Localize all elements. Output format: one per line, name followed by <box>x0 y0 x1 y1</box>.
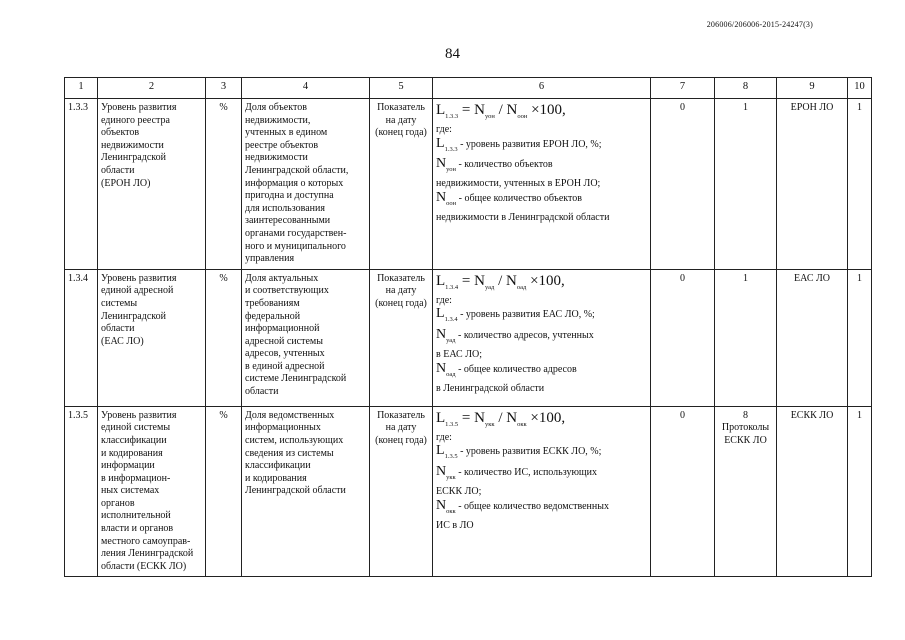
variable-description <box>436 463 647 484</box>
formula-cell <box>433 406 651 577</box>
row-number-cell: 1.3.3 <box>65 99 98 270</box>
formula-subscript: оад <box>516 283 527 291</box>
definition-cell-line: информационных <box>245 422 321 434</box>
formula-subscript: уон <box>484 113 495 120</box>
formula-divide: / <box>494 272 507 289</box>
unit-cell: % <box>206 269 242 406</box>
variable-description <box>436 360 647 381</box>
indicator-name-cell-line: единой адресной <box>101 285 174 297</box>
definition-cell-line: недвижимости, <box>245 114 311 126</box>
header-row <box>65 78 872 99</box>
indicator-type-cell-line: на дату <box>385 422 417 434</box>
indicator-name-cell-line: (ЕАС ЛО) <box>101 335 144 347</box>
indicator-type-cell-line: Показатель <box>377 102 425 113</box>
table-row <box>65 99 872 270</box>
variable-description <box>436 497 647 518</box>
formula-symbol: N <box>506 102 518 118</box>
variable-symbol <box>436 136 458 151</box>
indicator-type-cell <box>370 269 433 406</box>
definition-cell-line: Доля объектов <box>245 102 307 113</box>
variable-subscript: оон <box>446 199 457 207</box>
indicator-name-cell-line: области (ЕСКК ЛО) <box>101 560 187 572</box>
definition-cell-line: заинтересованными <box>245 215 331 227</box>
variable-symbol <box>436 327 455 342</box>
indicator-type-cell-line: на дату <box>385 285 417 297</box>
variable-subscript: 1.3.5 <box>444 453 458 461</box>
indicators-table <box>64 77 872 577</box>
indicator-type-cell-line: (конец года) <box>375 297 427 309</box>
row-number-cell: 1.3.4 <box>65 269 98 406</box>
definition-cell-line: недвижимости <box>245 152 308 164</box>
indicator-name-cell-line: недвижимости <box>101 139 164 151</box>
formula-equals: = <box>458 102 475 118</box>
definition-cell-line: информационной <box>245 323 320 335</box>
indicator-name-cell-line: органов <box>101 497 135 509</box>
definition-cell-line: ного и муниципального <box>245 240 346 252</box>
column-header: 10 <box>848 78 872 99</box>
variable-letter: N <box>436 189 447 205</box>
variable-text: - уровень развития ЕРОН ЛО, %; <box>457 138 602 150</box>
indicator-name-cell-line: Уровень развития <box>101 409 177 421</box>
indicator-name-cell-line: ных системах <box>101 485 160 497</box>
variable-symbol <box>436 443 458 461</box>
value-col8-cell <box>715 99 777 270</box>
formula-subscript: окк <box>517 420 527 428</box>
value-col10-cell: 1 <box>848 99 872 270</box>
formula <box>436 272 647 297</box>
indicator-name-cell-line: Уровень развития <box>101 272 177 284</box>
value-col8-cell-line: 8 <box>743 409 748 421</box>
definition-cell-line: и соответствующих <box>245 285 329 297</box>
column-header: 8 <box>715 78 777 99</box>
variable-text: - количество ИС, использующих <box>455 466 597 478</box>
indicator-name-cell-line: местного самоуправ- <box>101 535 191 547</box>
variable-subscript: 1.3.4 <box>444 316 458 324</box>
variable-subscript: уон <box>446 165 456 173</box>
variable-symbol <box>436 190 456 205</box>
formula-where: где: <box>436 294 452 306</box>
indicator-name-cell-line: Ленинградской <box>101 152 166 164</box>
indicator-name-cell-line: Ленинградской <box>101 310 166 322</box>
variable-subscript: укк <box>446 473 456 481</box>
definition-cell-line: требованиям <box>245 297 300 309</box>
definition-cell-line: системе Ленинградской <box>245 373 347 385</box>
formula-symbol: L <box>436 272 446 289</box>
indicator-type-cell-line: Показатель <box>377 272 425 284</box>
variable-text: - общее количество ведомственных <box>455 500 609 512</box>
column-header: 9 <box>777 78 848 99</box>
indicator-name-cell-line: исполнительной <box>101 510 171 522</box>
value-col10-cell: 1 <box>848 406 872 577</box>
formula-symbol: L <box>436 409 446 426</box>
value-col8-cell-line: Протоколы <box>721 422 770 434</box>
indicator-type-cell-line: Показатель <box>377 409 425 421</box>
value-col10-cell: 1 <box>848 269 872 406</box>
definition-cell-line: области <box>245 386 279 398</box>
formula-where: где: <box>436 431 452 443</box>
value-col8-cell-line: 1 <box>743 272 748 284</box>
formula-symbol: N <box>474 102 485 118</box>
variable-text: - уровень развития ЕАС ЛО, %; <box>457 309 595 321</box>
variable-letter: N <box>436 360 447 376</box>
indicator-name-cell <box>98 99 206 270</box>
source-system-cell: ЕРОН ЛО <box>777 99 848 270</box>
unit-cell: % <box>206 99 242 270</box>
column-header: 6 <box>433 78 651 99</box>
variable-text-continued: в ЕАС ЛО; <box>436 349 483 361</box>
definition-cell-line: систем, использующих <box>245 434 344 446</box>
formula-equals: = <box>458 409 475 426</box>
definition-cell-line: информация о которых <box>245 177 344 189</box>
indicator-name-cell-line: власти и органов <box>101 523 174 535</box>
value-col8-cell <box>715 269 777 406</box>
formula-subscript: укк <box>484 420 495 428</box>
variable-text: - уровень развития ЕСКК ЛО, %; <box>457 446 602 458</box>
variable-text-continued: ИС в ЛО <box>436 520 474 532</box>
value-col8-cell-line: 1 <box>743 102 748 113</box>
definition-cell-line: и кодирования <box>245 472 307 484</box>
indicator-type-cell <box>370 99 433 270</box>
indicator-name-cell <box>98 269 206 406</box>
definition-cell <box>242 99 370 270</box>
variable-description <box>436 189 647 210</box>
variable-letter: N <box>436 497 447 513</box>
indicator-type-cell-line: на дату <box>385 114 417 126</box>
formula-subscript: уад <box>484 283 495 291</box>
definition-cell <box>242 269 370 406</box>
definition-cell-line: управления <box>245 253 295 265</box>
definition-cell-line: Доля ведомственных <box>245 409 335 421</box>
definition-cell <box>242 406 370 577</box>
unit-cell: % <box>206 406 242 577</box>
definition-cell-line: классификации <box>245 460 311 472</box>
variable-description <box>436 155 647 176</box>
variable-text-continued: недвижимости в Ленинградской области <box>436 212 610 224</box>
formula-symbol: L <box>436 102 446 118</box>
variable-symbol <box>436 156 456 171</box>
column-header: 2 <box>98 78 206 99</box>
variable-letter: L <box>436 135 445 151</box>
formula-subscript: 1.3.3 <box>445 113 459 120</box>
column-header: 5 <box>370 78 433 99</box>
definition-cell-line: для использования <box>245 202 325 214</box>
variable-description <box>436 135 647 156</box>
formula-where: где: <box>436 124 452 135</box>
definition-cell-line: пригодна и доступна <box>245 190 334 202</box>
definition-cell-line: федеральной <box>245 310 301 322</box>
definition-cell-line: реестре объектов <box>245 139 319 151</box>
formula-divide: / <box>494 102 507 118</box>
formula-symbol: N <box>474 272 485 289</box>
indicator-name-cell-line: области <box>101 164 135 176</box>
indicator-name-cell <box>98 406 206 577</box>
definition-cell-line: сведения из системы <box>245 447 334 459</box>
column-header: 7 <box>651 78 715 99</box>
document-reference: 206006/206006-2015-24247(3) <box>706 20 813 29</box>
indicator-name-cell-line: ления Ленинградской <box>101 548 194 560</box>
variable-symbol <box>436 498 456 513</box>
definition-cell-line: органами государствен- <box>245 227 347 239</box>
formula-divide: / <box>494 409 507 426</box>
variable-description <box>436 308 647 326</box>
formula-tail: ×100, <box>527 102 566 118</box>
indicator-name-cell-line: классификации <box>101 434 167 446</box>
formula-subscript: оон <box>517 113 528 120</box>
variable-letter: L <box>436 443 445 459</box>
formula-symbol: N <box>474 409 485 426</box>
variable-text-continued: в Ленинградской области <box>436 383 545 395</box>
variable-letter: L <box>436 306 445 322</box>
variable-subscript: оад <box>446 370 456 378</box>
definition-cell-line: Ленинградской области <box>245 485 346 497</box>
formula-symbol: N <box>506 272 517 289</box>
definition-cell-line: в единой адресной <box>245 360 325 372</box>
table-row <box>65 406 872 577</box>
indicator-name-cell-line: единого реестра <box>101 114 170 126</box>
variable-text: - количество адресов, учтенных <box>455 329 594 341</box>
column-header: 1 <box>65 78 98 99</box>
formula <box>436 101 647 126</box>
definition-cell-line: адресной системы <box>245 335 323 347</box>
indicator-name-cell-line: единой системы <box>101 422 171 434</box>
value-col8-cell <box>715 406 777 577</box>
page-number: 84 <box>445 46 460 62</box>
variable-letter: N <box>436 326 447 342</box>
formula-symbol: N <box>506 409 518 426</box>
value-col8-cell-line: ЕСКК ЛО <box>724 434 767 446</box>
variable-text: - количество объектов <box>455 158 553 170</box>
formula-tail: ×100, <box>526 272 565 289</box>
indicator-type-cell-line: (конец года) <box>375 127 427 139</box>
variable-subscript: уад <box>446 336 456 344</box>
variable-text-continued: ЕСКК ЛО; <box>436 486 482 498</box>
indicator-type-cell-line: (конец года) <box>375 434 427 446</box>
formula <box>436 409 647 434</box>
variable-symbol <box>436 361 456 376</box>
indicator-name-cell-line: системы <box>101 297 138 309</box>
row-number-cell: 1.3.5 <box>65 406 98 577</box>
indicator-name-cell-line: информации <box>101 460 155 472</box>
value-col7-cell: 0 <box>651 99 715 270</box>
variable-description <box>436 326 647 347</box>
variable-text-continued: недвижимости, учтенных в ЕРОН ЛО; <box>436 178 601 190</box>
definition-cell-line: Доля актуальных <box>245 272 319 284</box>
indicator-name-cell-line: объектов <box>101 127 140 139</box>
formula-cell <box>433 99 651 270</box>
variable-text: - общее количество объектов <box>456 192 582 204</box>
formula-cell <box>433 269 651 406</box>
formula-equals: = <box>458 272 475 289</box>
formula-subscript: 1.3.5 <box>445 420 459 428</box>
variable-subscript: окк <box>446 507 456 515</box>
variable-letter: N <box>436 463 447 479</box>
formula-subscript: 1.3.4 <box>445 283 459 291</box>
indicator-name-cell-line: области <box>101 323 135 335</box>
variable-subscript: 1.3.3 <box>444 145 458 153</box>
variable-text: - общее количество адресов <box>455 363 577 375</box>
variable-description <box>436 445 647 463</box>
indicator-name-cell-line: и кодирования <box>101 447 163 459</box>
variable-letter: N <box>436 155 447 171</box>
source-system-cell: ЕАС ЛО <box>777 269 848 406</box>
table-row <box>65 269 872 406</box>
definition-cell-line: учтенных в едином <box>245 127 328 139</box>
formula-tail: ×100, <box>526 409 566 426</box>
indicator-type-cell <box>370 406 433 577</box>
definition-cell-line: Ленинградской области, <box>245 164 349 176</box>
source-system-cell: ЕСКК ЛО <box>777 406 848 577</box>
value-col7-cell: 0 <box>651 269 715 406</box>
variable-symbol <box>436 306 458 324</box>
indicator-name-cell-line: (ЕРОН ЛО) <box>101 177 151 189</box>
value-col7-cell: 0 <box>651 406 715 577</box>
column-header: 4 <box>242 78 370 99</box>
column-header: 3 <box>206 78 242 99</box>
definition-cell-line: адресов, учтенных <box>245 348 325 360</box>
indicator-name-cell-line: Уровень развития <box>101 102 177 113</box>
indicator-name-cell-line: в информацион- <box>101 472 171 484</box>
variable-symbol <box>436 464 456 479</box>
